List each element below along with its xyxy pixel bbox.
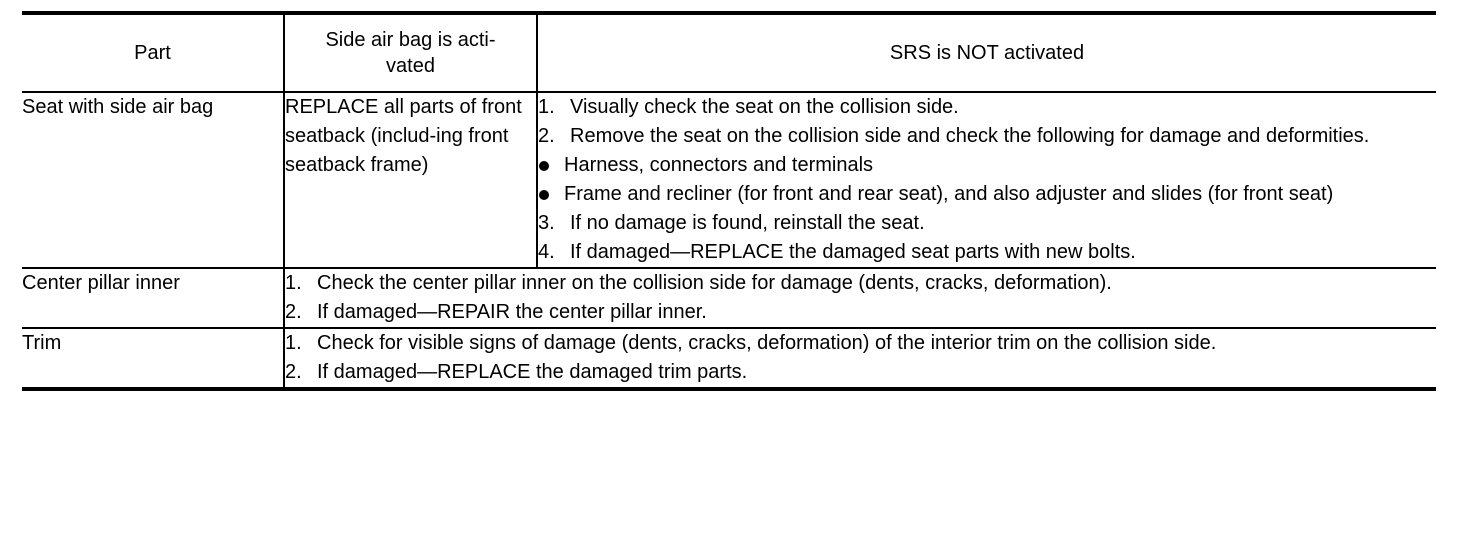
step-number: 1. [285,332,302,354]
step-number: 4. [538,241,555,263]
table-row [22,328,1436,389]
header-srs-not-activated: SRS is NOT activated [537,13,1436,92]
step-text: If damaged—REPLACE the damaged seat parts with new bolts. [570,241,1136,263]
side-air-bag-cell [284,92,537,268]
step-text: Harness, connectors and terminals [564,154,874,176]
part-cell [22,92,284,268]
step-text: Check for visible signs of damage (dents, cracks, deformation) of the interior trim on the collision side. [317,332,1217,354]
list-item [538,151,1436,180]
header-part: Part [22,13,284,92]
list-item [538,180,1436,209]
list-item [538,122,1436,151]
procedure-steps-list [285,269,1436,327]
step-text: Check the center pillar inner on the collision side for damage (dents, cracks, deformation). [317,272,1112,294]
step-number: 1. [285,272,302,294]
srs-cell [537,92,1436,268]
list-item [285,269,1436,298]
part-label: Seat with side air bag [22,96,214,118]
list-item [285,358,1436,387]
part-cell [22,328,284,389]
step-number: 1. [538,96,555,118]
step-number: 2. [285,361,302,383]
side-air-bag-text: REPLACE all parts of front seatback (includ-ing front seatback frame) [285,96,522,176]
list-item [538,93,1436,122]
procedure-steps-list [285,329,1436,387]
header-side-air-bag: Side air bag is acti-vated [284,13,537,92]
procedure-cell [284,268,1436,328]
list-item [285,298,1436,327]
step-text: If no damage is found, reinstall the seat. [570,212,925,234]
step-text: If damaged—REPLACE the damaged trim parts. [317,361,748,383]
header-row [22,13,1436,92]
list-item [538,209,1436,238]
step-text: Frame and recliner (for front and rear seat), and also adjuster and slides (for front seat) [564,183,1334,205]
bullet-icon [538,180,564,209]
bullet-icon [538,151,564,180]
step-number: 2. [285,301,302,323]
step-text: If damaged—REPAIR the center pillar inner. [317,301,707,323]
list-item [538,238,1436,267]
list-item [285,329,1436,358]
procedure-cell [284,328,1436,389]
step-number: 2. [538,125,555,147]
step-number: 3. [538,212,555,234]
part-label: Trim [22,332,62,354]
part-label: Center pillar inner [22,272,180,294]
inspection-table [22,11,1436,391]
table-row [22,268,1436,328]
table-row [22,92,1436,268]
part-cell [22,268,284,328]
srs-steps-list [538,93,1436,267]
step-text: Remove the seat on the collision side and check the following for damage and deformities. [570,125,1370,147]
step-text: Visually check the seat on the collision side. [570,96,959,118]
